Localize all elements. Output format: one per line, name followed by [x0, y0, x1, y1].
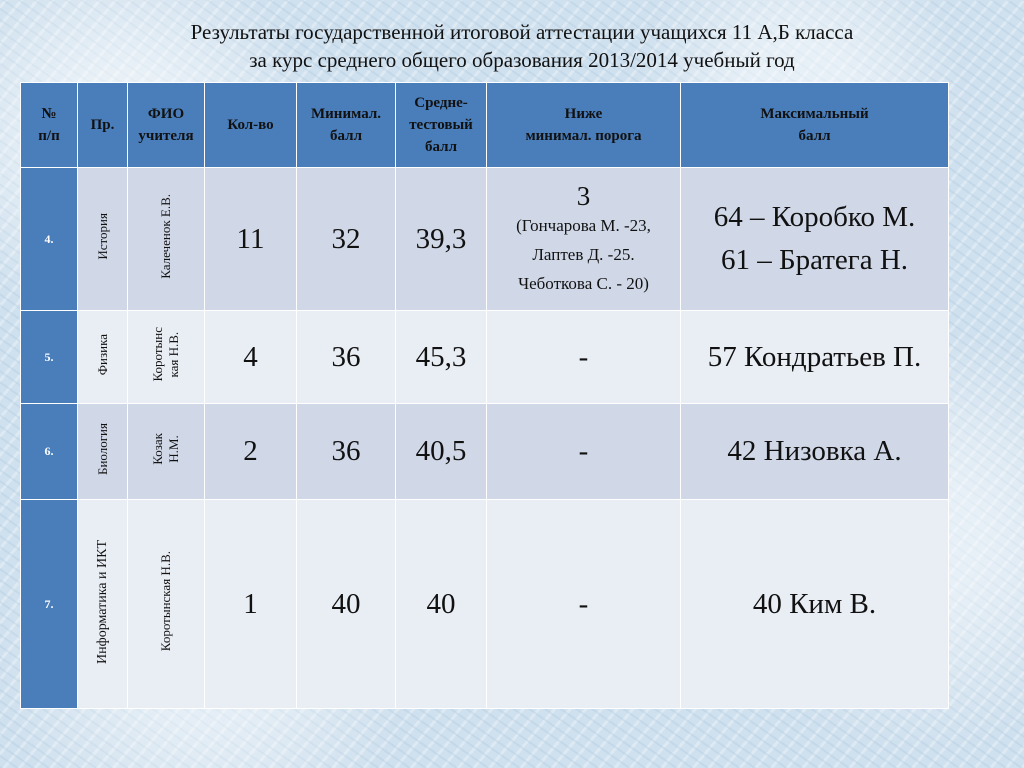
teacher-label: [150, 433, 182, 465]
row-teacher: [128, 311, 205, 404]
header-avg: [396, 83, 487, 168]
row-max: 57 Кондратьев П.: [681, 311, 949, 404]
table-row: [21, 311, 949, 404]
header-row: [21, 83, 949, 168]
subject-label: Информатика и ИКТ: [94, 539, 110, 664]
title-line-1: Результаты государственной итоговой аттестации учащихся 11 А,Б класса: [190, 20, 854, 44]
teacher-label: Калеченок Е.В.: [158, 194, 173, 279]
header-below: [487, 83, 681, 168]
table-row: [21, 404, 949, 500]
subject-label: Физика: [94, 333, 110, 376]
row-min: 32: [297, 168, 396, 311]
row-min: 36: [297, 404, 396, 500]
row-avg: 45,3: [396, 311, 487, 404]
row-count: 11: [205, 168, 297, 311]
below-student-3: Чеботкова С. - 20): [518, 273, 649, 293]
row-avg: 39,3: [396, 168, 487, 311]
header-teacher-line1: ФИО: [147, 106, 185, 122]
max-line-1: 64 – Коробко М.: [713, 201, 916, 233]
row-below: [487, 168, 681, 311]
row-num: 6.: [21, 404, 78, 500]
row-count: 1: [205, 500, 297, 709]
header-min-line2: балл: [330, 128, 362, 144]
page-title: [0, 18, 1024, 74]
header-teacher: [128, 83, 205, 168]
header-below-line2: минимал. порога: [525, 128, 642, 144]
row-subject: [78, 311, 128, 404]
header-num-line1: №: [41, 106, 57, 122]
max-line-2: 61 – Братега Н.: [720, 244, 909, 276]
header-num-line2: п/п: [38, 128, 60, 144]
below-student-1: (Гончарова М. -23,: [516, 215, 651, 235]
row-below: -: [487, 311, 681, 404]
subject-label: Биология: [94, 422, 110, 475]
row-teacher: [128, 168, 205, 311]
table-row: [21, 500, 949, 709]
row-subject: [78, 168, 128, 311]
row-below: -: [487, 404, 681, 500]
row-max: 42 Низовка А.: [681, 404, 949, 500]
teacher-line-1: Козак: [150, 433, 165, 465]
teacher-line-2: Н.М.: [166, 435, 181, 463]
below-count: 3: [576, 180, 591, 211]
header-num: [21, 83, 78, 168]
results-table: [20, 82, 949, 709]
row-avg: 40,5: [396, 404, 487, 500]
header-min: [297, 83, 396, 168]
row-count: 4: [205, 311, 297, 404]
row-below: -: [487, 500, 681, 709]
row-subject: [78, 500, 128, 709]
row-teacher: [128, 500, 205, 709]
teacher-label: Коротынская Н.В.: [158, 551, 173, 652]
header-max-line1: Максимальный: [760, 106, 869, 122]
row-min: 40: [297, 500, 396, 709]
row-avg: 40: [396, 500, 487, 709]
teacher-line-1: Коротынс: [150, 327, 165, 382]
header-min-line1: Минимал.: [311, 106, 381, 122]
header-max: [681, 83, 949, 168]
header-avg-line1: Средне-: [414, 95, 468, 111]
row-num: 7.: [21, 500, 78, 709]
row-num: 4.: [21, 168, 78, 311]
row-max: 40 Ким В.: [681, 500, 949, 709]
below-student-2: Лаптев Д. -25.: [532, 244, 635, 264]
row-min: 36: [297, 311, 396, 404]
header-count: Кол-во: [205, 83, 297, 168]
title-line-2: за курс среднего общего образования 2013/2014 учебный год: [249, 48, 795, 72]
header-below-line1: Ниже: [564, 106, 603, 122]
row-subject: [78, 404, 128, 500]
teacher-line-2: кая Н.В.: [166, 331, 181, 378]
row-teacher: [128, 404, 205, 500]
header-teacher-line2: учителя: [138, 128, 194, 144]
header-max-line2: балл: [798, 128, 831, 144]
table-row: [21, 168, 949, 311]
subject-label: История: [94, 213, 110, 260]
header-avg-line2: тестовый: [409, 117, 473, 133]
header-avg-line3: балл: [425, 139, 457, 155]
header-subject: Пр.: [78, 83, 128, 168]
row-max: [681, 168, 949, 311]
row-count: 2: [205, 404, 297, 500]
row-num: 5.: [21, 311, 78, 404]
teacher-label: [150, 327, 182, 382]
